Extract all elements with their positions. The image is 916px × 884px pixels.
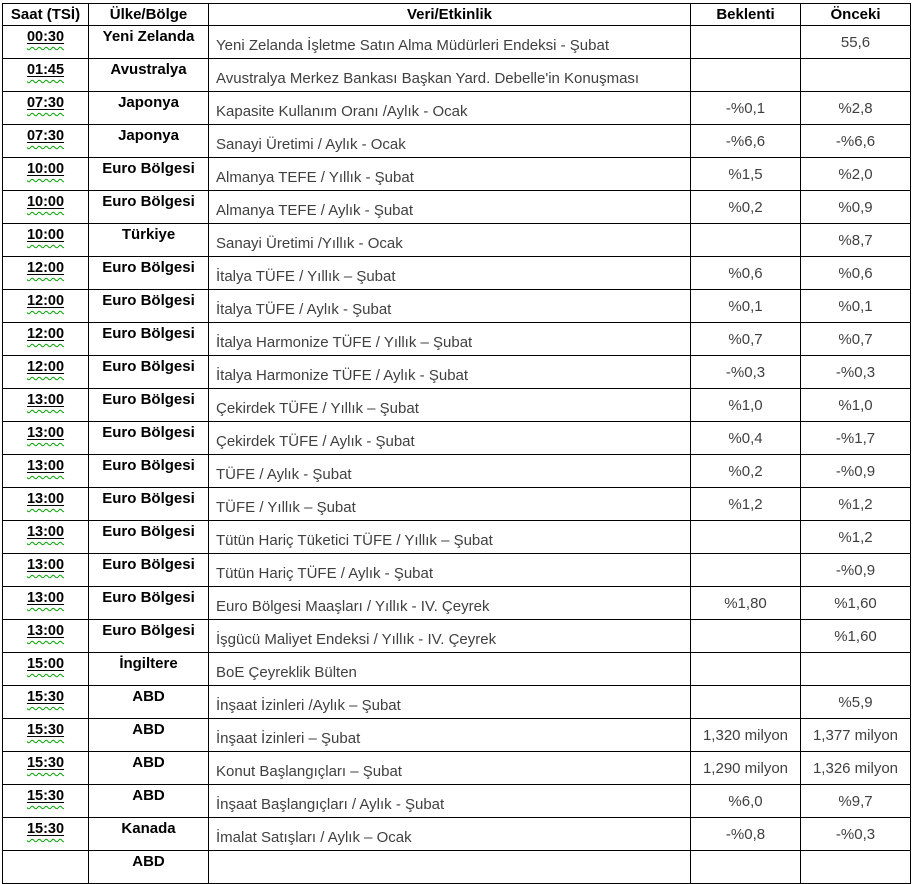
previous-value-cell [801, 59, 911, 92]
time-cell [3, 125, 89, 158]
time-cell [3, 257, 89, 290]
expected-value-cell: %0,2 [691, 455, 801, 488]
expected-value-cell: 1,290 milyon [691, 752, 801, 785]
event-cell: Yeni Zelanda İşletme Satın Alma Müdürleri Endeksi - Şubat [209, 26, 691, 59]
event-cell: BoE Çeyreklik Bülten [209, 653, 691, 686]
time-text: 00:30 [26, 29, 65, 45]
previous-value-cell: -%1,7 [801, 422, 911, 455]
time-link[interactable] [27, 788, 64, 804]
time-text: 13:00 [26, 524, 65, 540]
event-cell: Çekirdek TÜFE / Aylık - Şubat [209, 422, 691, 455]
time-link[interactable] [27, 491, 64, 507]
economic-calendar-table [2, 3, 911, 884]
table-row [3, 158, 911, 191]
time-link[interactable] [27, 524, 64, 540]
time-link[interactable] [27, 755, 64, 771]
event-cell: Euro Bölgesi Maaşları / Yıllık - IV. Çeyrek [209, 587, 691, 620]
table-row [3, 818, 911, 851]
table-row [3, 191, 911, 224]
country-cell: Euro Bölgesi [89, 554, 209, 587]
previous-value-cell: %9,7 [801, 785, 911, 818]
previous-value-cell: -%6,6 [801, 125, 911, 158]
time-cell [3, 488, 89, 521]
previous-value-cell: -%0,9 [801, 455, 911, 488]
country-cell: Japonya [89, 92, 209, 125]
event-cell: Tütün Hariç TÜFE / Aylık - Şubat [209, 554, 691, 587]
event-cell: Avustralya Merkez Bankası Başkan Yard. Debelle'in Konuşması [209, 59, 691, 92]
time-text: 13:00 [26, 623, 65, 639]
time-link[interactable] [27, 689, 64, 705]
time-text: 07:30 [26, 95, 65, 111]
table-row [3, 785, 911, 818]
time-cell [3, 323, 89, 356]
time-cell [3, 422, 89, 455]
previous-value-cell: -%0,9 [801, 554, 911, 587]
table-row [3, 488, 911, 521]
time-text: 13:00 [26, 557, 65, 573]
expected-value-cell: 1,320 milyon [691, 719, 801, 752]
expected-value-cell: %0,7 [691, 323, 801, 356]
header-row [3, 4, 911, 26]
previous-value-cell: -%0,3 [801, 818, 911, 851]
time-text: 13:00 [26, 425, 65, 441]
expected-value-cell [691, 554, 801, 587]
time-link[interactable] [27, 260, 64, 276]
previous-value-cell: %5,9 [801, 686, 911, 719]
event-cell: İnşaat İzinleri – Şubat [209, 719, 691, 752]
country-cell: Euro Bölgesi [89, 620, 209, 653]
time-link[interactable] [27, 623, 64, 639]
time-cell [3, 389, 89, 422]
time-link[interactable] [27, 425, 64, 441]
expected-value-cell [691, 59, 801, 92]
time-cell [3, 752, 89, 785]
previous-value-cell: %0,7 [801, 323, 911, 356]
country-cell: Türkiye [89, 224, 209, 257]
expected-value-cell [691, 851, 801, 884]
expected-value-cell [691, 521, 801, 554]
event-cell: İtalya TÜFE / Aylık - Şubat [209, 290, 691, 323]
column-header-previous: Önceki [801, 4, 911, 26]
time-link[interactable] [27, 656, 64, 672]
table-row [3, 653, 911, 686]
time-cell [3, 521, 89, 554]
previous-value-cell: %1,0 [801, 389, 911, 422]
time-cell [3, 686, 89, 719]
table-row [3, 620, 911, 653]
expected-value-cell: -%0,3 [691, 356, 801, 389]
time-link[interactable] [27, 458, 64, 474]
time-text: 13:00 [26, 491, 65, 507]
expected-value-cell: -%6,6 [691, 125, 801, 158]
expected-value-cell: %0,6 [691, 257, 801, 290]
time-link[interactable] [27, 194, 64, 210]
event-cell: TÜFE / Yıllık – Şubat [209, 488, 691, 521]
country-cell: Euro Bölgesi [89, 257, 209, 290]
country-cell: Euro Bölgesi [89, 323, 209, 356]
time-text: 12:00 [26, 326, 65, 342]
event-cell: İtalya Harmonize TÜFE / Aylık - Şubat [209, 356, 691, 389]
time-link[interactable] [27, 326, 64, 342]
country-cell: Euro Bölgesi [89, 290, 209, 323]
previous-value-cell: %1,60 [801, 587, 911, 620]
event-cell: Sanayi Üretimi / Aylık - Ocak [209, 125, 691, 158]
expected-value-cell [691, 26, 801, 59]
event-cell: İtalya Harmonize TÜFE / Yıllık – Şubat [209, 323, 691, 356]
time-text: 01:45 [26, 62, 65, 78]
time-text: 15:30 [26, 788, 65, 804]
time-link[interactable] [27, 722, 64, 738]
time-text: 13:00 [26, 590, 65, 606]
table-row [3, 323, 911, 356]
column-header-expected: Beklenti [691, 4, 801, 26]
expected-value-cell [691, 653, 801, 686]
time-cell [3, 158, 89, 191]
country-cell: Kanada [89, 818, 209, 851]
table-row [3, 92, 911, 125]
country-cell: İngiltere [89, 653, 209, 686]
time-cell [3, 719, 89, 752]
previous-value-cell: %0,9 [801, 191, 911, 224]
column-header-time: Saat (TSİ) [3, 4, 89, 26]
table-row [3, 125, 911, 158]
time-link[interactable] [27, 557, 64, 573]
time-link[interactable] [27, 95, 64, 111]
country-cell: Euro Bölgesi [89, 521, 209, 554]
country-cell: Euro Bölgesi [89, 356, 209, 389]
time-text: 10:00 [26, 227, 65, 243]
table-row [3, 224, 911, 257]
table-row [3, 356, 911, 389]
table-row [3, 521, 911, 554]
table-row [3, 257, 911, 290]
time-cell [3, 356, 89, 389]
expected-value-cell: %6,0 [691, 785, 801, 818]
country-cell: Japonya [89, 125, 209, 158]
previous-value-cell: 1,377 milyon [801, 719, 911, 752]
previous-value-cell: %1,60 [801, 620, 911, 653]
country-cell: ABD [89, 851, 209, 884]
previous-value-cell [801, 851, 911, 884]
previous-value-cell: %1,2 [801, 521, 911, 554]
time-cell [3, 26, 89, 59]
time-link[interactable] [27, 128, 64, 144]
expected-value-cell [691, 224, 801, 257]
table-row [3, 389, 911, 422]
time-cell [3, 92, 89, 125]
country-cell: ABD [89, 686, 209, 719]
time-text: 12:00 [26, 260, 65, 276]
country-cell: Euro Bölgesi [89, 191, 209, 224]
previous-value-cell: -%0,3 [801, 356, 911, 389]
time-link[interactable] [27, 293, 64, 309]
country-cell: Euro Bölgesi [89, 389, 209, 422]
time-link[interactable] [27, 29, 64, 45]
time-cell [3, 620, 89, 653]
time-cell [3, 59, 89, 92]
previous-value-cell: 55,6 [801, 26, 911, 59]
time-cell [3, 554, 89, 587]
table-row [3, 752, 911, 785]
time-cell [3, 851, 89, 884]
time-link[interactable] [27, 392, 64, 408]
event-cell: İtalya TÜFE / Yıllık – Şubat [209, 257, 691, 290]
time-text: 13:00 [26, 458, 65, 474]
previous-value-cell: %0,1 [801, 290, 911, 323]
expected-value-cell: %0,4 [691, 422, 801, 455]
time-text: 12:00 [26, 359, 65, 375]
expected-value-cell: %1,80 [691, 587, 801, 620]
table-row [3, 290, 911, 323]
time-text: 12:00 [26, 293, 65, 309]
table-row [3, 587, 911, 620]
previous-value-cell: %2,8 [801, 92, 911, 125]
expected-value-cell: %1,5 [691, 158, 801, 191]
country-cell: Euro Bölgesi [89, 422, 209, 455]
table-row-partial [3, 851, 911, 884]
time-text: 15:00 [26, 656, 65, 672]
expected-value-cell: -%0,1 [691, 92, 801, 125]
event-cell: Almanya TEFE / Aylık - Şubat [209, 191, 691, 224]
time-cell [3, 785, 89, 818]
time-cell [3, 455, 89, 488]
time-link[interactable] [27, 821, 64, 837]
time-text: 15:30 [26, 722, 65, 738]
event-cell: Almanya TEFE / Yıllık - Şubat [209, 158, 691, 191]
previous-value-cell: 1,326 milyon [801, 752, 911, 785]
previous-value-cell: %8,7 [801, 224, 911, 257]
event-cell: Kapasite Kullanım Oranı /Aylık - Ocak [209, 92, 691, 125]
time-link[interactable] [27, 590, 64, 606]
event-cell: İnşaat Başlangıçları / Aylık - Şubat [209, 785, 691, 818]
column-header-country: Ülke/Bölge [89, 4, 209, 26]
time-link[interactable] [27, 161, 64, 177]
time-cell [3, 191, 89, 224]
country-cell: Euro Bölgesi [89, 455, 209, 488]
expected-value-cell: %0,2 [691, 191, 801, 224]
country-cell: Avustralya [89, 59, 209, 92]
event-cell: İmalat Satışları / Aylık – Ocak [209, 818, 691, 851]
time-text: 07:30 [26, 128, 65, 144]
expected-value-cell [691, 686, 801, 719]
time-cell [3, 224, 89, 257]
time-text: 15:30 [26, 821, 65, 837]
expected-value-cell: %1,0 [691, 389, 801, 422]
table-row [3, 719, 911, 752]
expected-value-cell: %0,1 [691, 290, 801, 323]
country-cell: Euro Bölgesi [89, 488, 209, 521]
previous-value-cell: %0,6 [801, 257, 911, 290]
expected-value-cell: %1,2 [691, 488, 801, 521]
time-text: 10:00 [26, 161, 65, 177]
event-cell: İşgücü Maliyet Endeksi / Yıllık - IV. Çeyrek [209, 620, 691, 653]
time-text: 15:30 [26, 755, 65, 771]
event-cell: TÜFE / Aylık - Şubat [209, 455, 691, 488]
event-cell: Konut Başlangıçları – Şubat [209, 752, 691, 785]
time-text: 13:00 [26, 392, 65, 408]
time-cell [3, 290, 89, 323]
table-row [3, 59, 911, 92]
country-cell: Yeni Zelanda [89, 26, 209, 59]
previous-value-cell [801, 653, 911, 686]
previous-value-cell: %2,0 [801, 158, 911, 191]
expected-value-cell [691, 620, 801, 653]
time-text: 15:30 [26, 689, 65, 705]
event-cell: Sanayi Üretimi /Yıllık - Ocak [209, 224, 691, 257]
time-link[interactable] [27, 359, 64, 375]
table-row [3, 686, 911, 719]
country-cell: ABD [89, 719, 209, 752]
time-cell [3, 818, 89, 851]
event-cell [209, 851, 691, 884]
country-cell: ABD [89, 752, 209, 785]
expected-value-cell: -%0,8 [691, 818, 801, 851]
calendar-body [3, 26, 911, 884]
event-cell: Tütün Hariç Tüketici TÜFE / Yıllık – Şubat [209, 521, 691, 554]
time-link[interactable] [27, 227, 64, 243]
country-cell: Euro Bölgesi [89, 587, 209, 620]
table-row [3, 455, 911, 488]
event-cell: İnşaat İzinleri /Aylık – Şubat [209, 686, 691, 719]
time-link[interactable] [27, 62, 64, 78]
previous-value-cell: %1,2 [801, 488, 911, 521]
time-cell [3, 587, 89, 620]
event-cell: Çekirdek TÜFE / Yıllık – Şubat [209, 389, 691, 422]
time-cell [3, 653, 89, 686]
column-header-event: Veri/Etkinlik [209, 4, 691, 26]
country-cell: ABD [89, 785, 209, 818]
table-row [3, 422, 911, 455]
time-text: 10:00 [26, 194, 65, 210]
table-row [3, 26, 911, 59]
table-row [3, 554, 911, 587]
country-cell: Euro Bölgesi [89, 158, 209, 191]
